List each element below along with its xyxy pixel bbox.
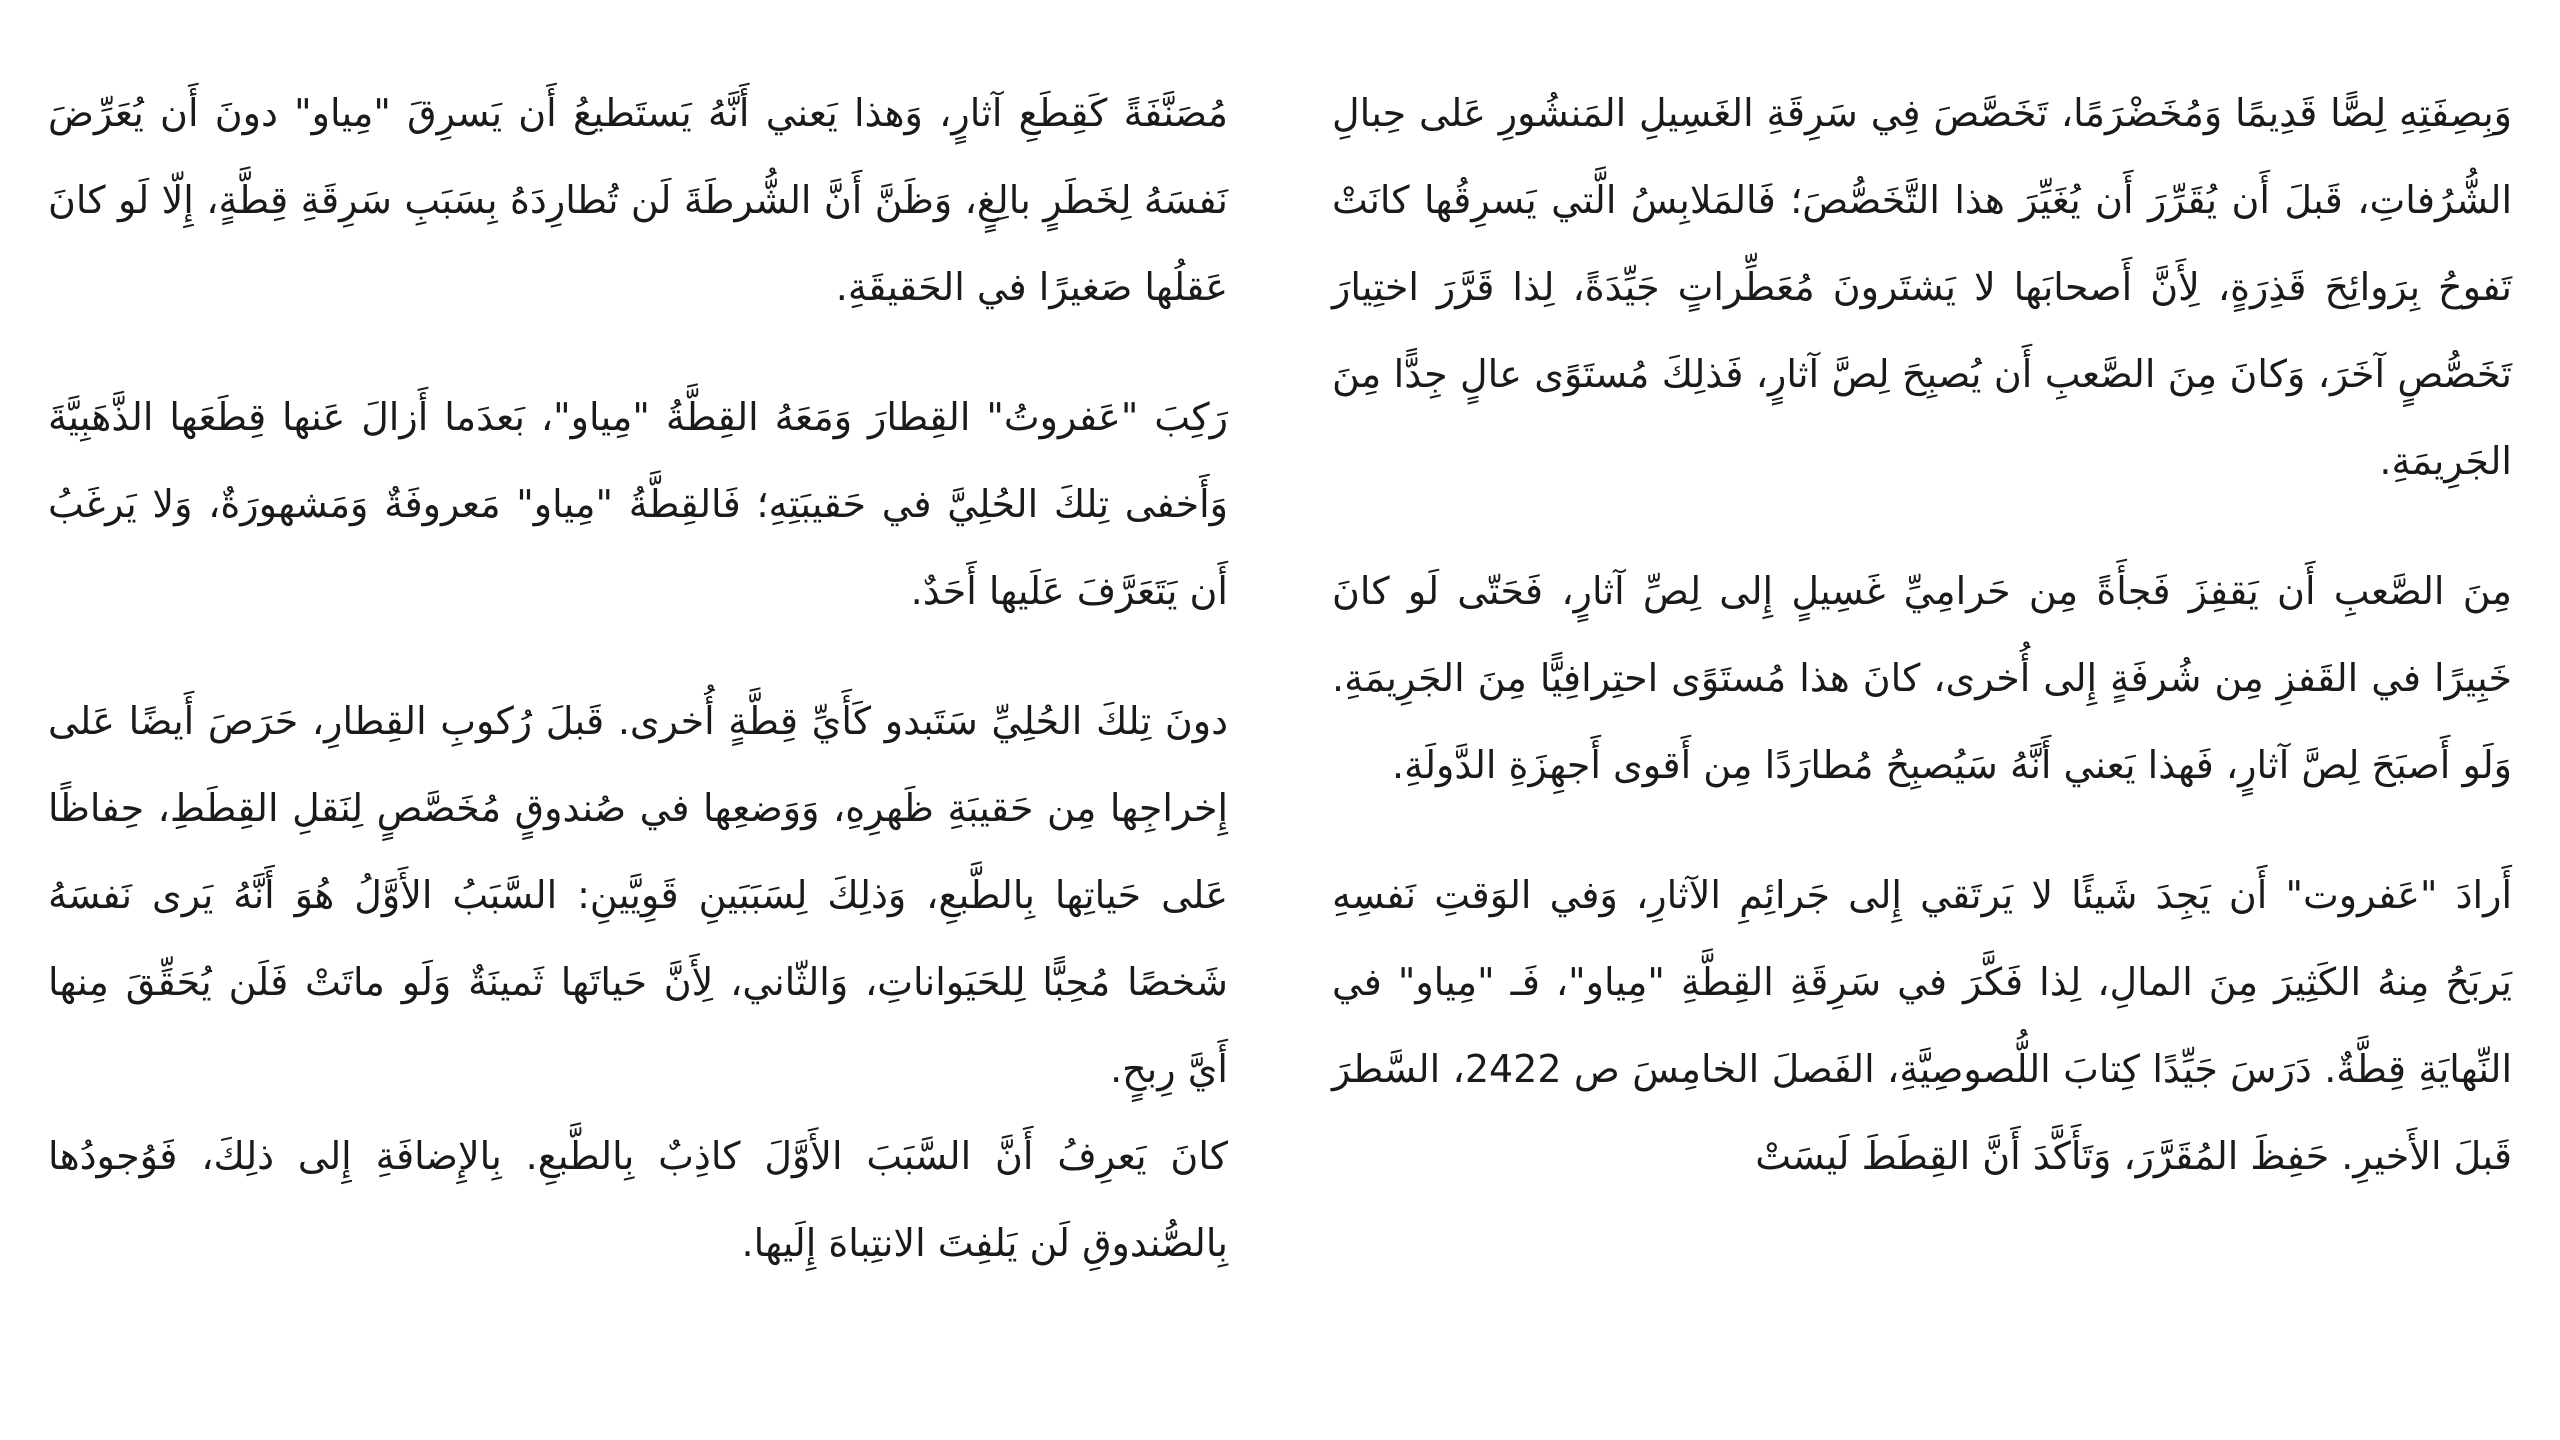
paragraph: دونَ تِلكَ الحُلِيِّ سَتَبدو كَأَيِّ قِطَّةٍ أُخرى. قَبلَ رُكوبِ القِطارِ، حَرَصَ أَيضًا عَلى إِخراجِها مِن حَقيبَةِ ظَهرِهِ، وَوَضعِها في صُندوقٍ مُخَصَّصٍ لِنَقلِ القِطَطِ، حِفاظًا عَلى حَياتِها بِالطَّبعِ، وَذلِكَ لِسَبَبَينِ قَوِيَّينِ: السَّبَبُ الأَوَّلُ هُوَ أَنَّهُ يَرى نَفسَهُ شَخصًا مُحِبًّا لِلحَيَواناتِ، وَالثّاني، لِأَنَّ حَياتَها ثَمينَةٌ وَلَو ماتَتْ فَلَن يُحَقِّقَ مِنها أَيَّ رِبحٍ. — [48, 699, 1228, 1091]
left-page-column — [48, 70, 1228, 1440]
paragraph: أَرادَ "عَفروت" أَن يَجِدَ شَيئًا لا يَرتَقي إِلى جَرائِمِ الآثارِ، وَفي الوَقتِ نَفسِهِ يَربَحُ مِنهُ الكَثِيرَ مِنَ المالِ، لِذا فَكَّرَ في سَرِقَةِ القِطَّةِ "مِياو"، فَـ "مِياو" في النِّهايَةِ قِطَّةٌ. دَرَسَ جَيِّدًا كِتابَ اللُّصوصِيَّةِ، الفَصلَ الخامِسَ ص 2422، السَّطرَ قَبلَ الأَخيرِ. حَفِظَ المُقَرَّرَ، وَتَأَكَّدَ أَنَّ القِطَطَ لَيسَتْ — [1332, 873, 2512, 1178]
right-page-column — [1332, 70, 2512, 1440]
paragraph: كانَ يَعرِفُ أَنَّ السَّبَبَ الأَوَّلَ كاذِبٌ بِالطَّبعِ. بِالإِضافَةِ إِلى ذلِكَ، فَوُجودُها بِالصُّندوقِ لَن يَلفِتَ الانتِباهَ إِلَيها. — [48, 1134, 1228, 1265]
paragraph: مُصَنَّفَةً كَقِطَعِ آثارٍ، وَهذا يَعني أَنَّهُ يَستَطيعُ أَن يَسرِقَ "مِياو" دونَ أَن يُعَرِّضَ نَفسَهُ لِخَطَرٍ بالِغٍ، وَظَنَّ أَنَّ الشُّرطَةَ لَن تُطارِدَهُ بِسَبَبِ سَرِقَةِ قِطَّةٍ، إِلّا لَو كانَ عَقلُها صَغيرًا في الحَقيقَةِ. — [48, 91, 1228, 309]
paragraph: مِنَ الصَّعبِ أَن يَقفِزَ فَجأَةً مِن حَرامِيِّ غَسِيلٍ إِلى لِصِّ آثارٍ، فَحَتّى لَو كانَ خَبِيرًا في القَفزِ مِن شُرفَةٍ إِلى أُخرى، كانَ هذا مُستَوًى احتِرافِيًّا مِنَ الجَرِيمَةِ. وَلَو أَصبَحَ لِصَّ آثارٍ، فَهذا يَعني أَنَّهُ سَيُصبِحُ مُطارَدًا مِن أَقوى أَجهِزَةِ الدَّولَةِ. — [1332, 569, 2512, 787]
paragraph: وَبِصِفَتِهِ لِصًّا قَدِيمًا وَمُخَضْرَمًا، تَخَصَّصَ فِي سَرِقَةِ الغَسِيلِ المَنشُورِ عَلى حِبالِ الشُّرُفاتِ، قَبلَ أَن يُقَرِّرَ أَن يُغَيِّرَ هذا التَّخَصُّصَ؛ فَالمَلابِسُ الَّتي يَسرِقُها كانَتْ تَفوحُ بِرَوائِحَ قَذِرَةٍ، لِأَنَّ أَصحابَها لا يَشتَرونَ مُعَطِّراتٍ جَيِّدَةً، لِذا قَرَّرَ اختِيارَ تَخَصُّصٍ آخَرَ، وَكانَ مِنَ الصَّعبِ أَن يُصبِحَ لِصَّ آثارٍ، فَذلِكَ مُستَوًى عالٍ جِدًّا مِنَ الجَرِيمَةِ. — [1332, 91, 2512, 483]
paragraph: رَكِبَ "عَفروتُ" القِطارَ وَمَعَهُ القِطَّةُ "مِياو"، بَعدَما أَزالَ عَنها قِطَعَها الذَّهَبِيَّةَ وَأَخفى تِلكَ الحُلِيَّ في حَقيبَتِهِ؛ فَالقِطَّةُ "مِياو" مَعروفَةٌ وَمَشهورَةٌ، وَلا يَرغَبُ أَن يَتَعَرَّفَ عَلَيها أَحَدٌ. — [48, 395, 1228, 613]
